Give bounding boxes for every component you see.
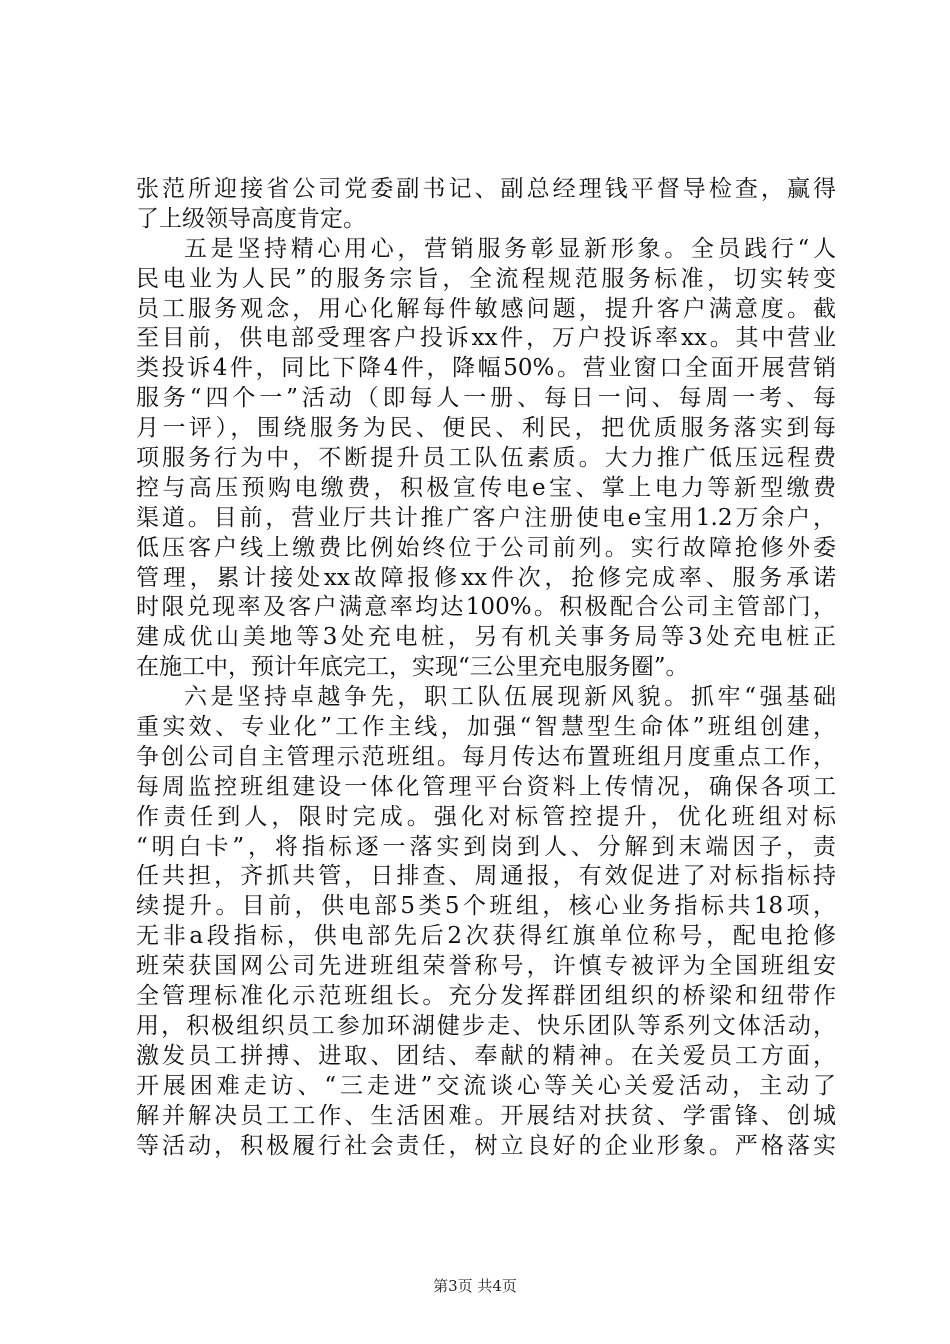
text-line: 民电业为人民”的服务宗旨，全流程规范服务标准，切实转变 <box>136 265 836 292</box>
page-footer: 第3页 共4页 <box>433 1277 517 1295</box>
text-line: 渠道。目前，营业厅共计推广客户注册使电e宝用1.2万余户， <box>136 504 836 531</box>
text-line: 重实效、专业化”工作主线，加强“智慧型生命体”班组创建， <box>136 714 836 741</box>
paragraph-start-line: 六是坚持卓越争先，职工队伍展现新风貌。抓牢“强基础 <box>184 684 836 711</box>
text-line: 员工服务观念，用心化解每件敏感问题，提升客户满意度。截 <box>136 295 836 322</box>
text-line: 解并解决员工工作、生活困难。开展结对扶贫、学雷锋、创城 <box>136 1102 836 1129</box>
text-line: 激发员工拼搏、进取、团结、奉献的精神。在关爱员工方面， <box>136 1042 836 1069</box>
text-line: 时限兑现率及客户满意率均达100%。积极配合公司主管部门， <box>136 594 836 621</box>
text-line: 张范所迎接省公司党委副书记、副总经理钱平督导检查，赢得 <box>136 176 836 202</box>
body-text <box>136 175 836 1161</box>
text-line: 全管理标准化示范班组长。充分发挥群团组织的桥梁和纽带作 <box>136 983 836 1010</box>
text-line: 至目前，供电部受理客户投诉xx件，万户投诉率xx。其中营业 <box>136 325 836 352</box>
text-line: 了上级领导高度肯定。 <box>136 205 366 232</box>
text-line: 控与高压预购电缴费，积极宣传电e宝、掌上电力等新型缴费 <box>136 474 836 501</box>
text-line: 开展困难走访、“三走进”交流谈心等关心关爱活动，主动了 <box>136 1072 836 1099</box>
text-line: 月一评），围绕服务为民、便民、利民，把优质服务落实到每 <box>136 415 836 442</box>
paragraph-start-line: 五是坚持精心用心，营销服务彰显新形象。全员践行“人 <box>184 235 836 262</box>
text-line: 每周监控班组建设一体化管理平台资料上传情况，确保各项工 <box>136 773 836 800</box>
text-line: 无非a段指标，供电部先后2次获得红旗单位称号，配电抢修 <box>136 923 836 950</box>
text-line: 服务“四个一”活动（即每人一册、每日一问、每周一考、每 <box>136 385 836 412</box>
text-line: 管理，累计接处xx故障报修xx件次，抢修完成率、服务承诺 <box>136 564 836 591</box>
text-line: 建成优山美地等3处充电桩，另有机关事务局等3处充电桩正 <box>136 624 836 651</box>
text-line: 作责任到人，限时完成。强化对标管控提升，优化班组对标 <box>136 803 836 830</box>
text-line: 用，积极组织员工参加环湖健步走、快乐团队等系列文体活动， <box>136 1012 836 1039</box>
text-line: 项服务行为中，不断提升员工队伍素质。大力推广低压远程费 <box>136 445 836 472</box>
text-line: 等活动，积极履行社会责任，树立良好的企业形象。严格落实 <box>136 1132 836 1159</box>
text-line: “明白卡”，将指标逐一落实到岗到人、分解到末端因子，责 <box>136 833 836 860</box>
text-line: 续提升。目前，供电部5类5个班组，核心业务指标共18项， <box>136 893 836 920</box>
text-line: 班荣获国网公司先进班组荣誉称号，许慎专被评为全国班组安 <box>136 953 836 980</box>
text-line: 任共担，齐抓共管，日排查、周通报，有效促进了对标指标持 <box>136 863 836 890</box>
text-line: 争创公司自主管理示范班组。每月传达布置班组月度重点工作， <box>136 743 836 770</box>
text-line: 在施工中，预计年底完工，实现“三公里充电服务圈”。 <box>136 654 689 681</box>
text-line: 类投诉4件，同比下降4件，降幅50%。营业窗口全面开展营销 <box>136 355 836 382</box>
text-line: 低压客户线上缴费比例始终位于公司前列。实行故障抢修外委 <box>136 534 836 561</box>
